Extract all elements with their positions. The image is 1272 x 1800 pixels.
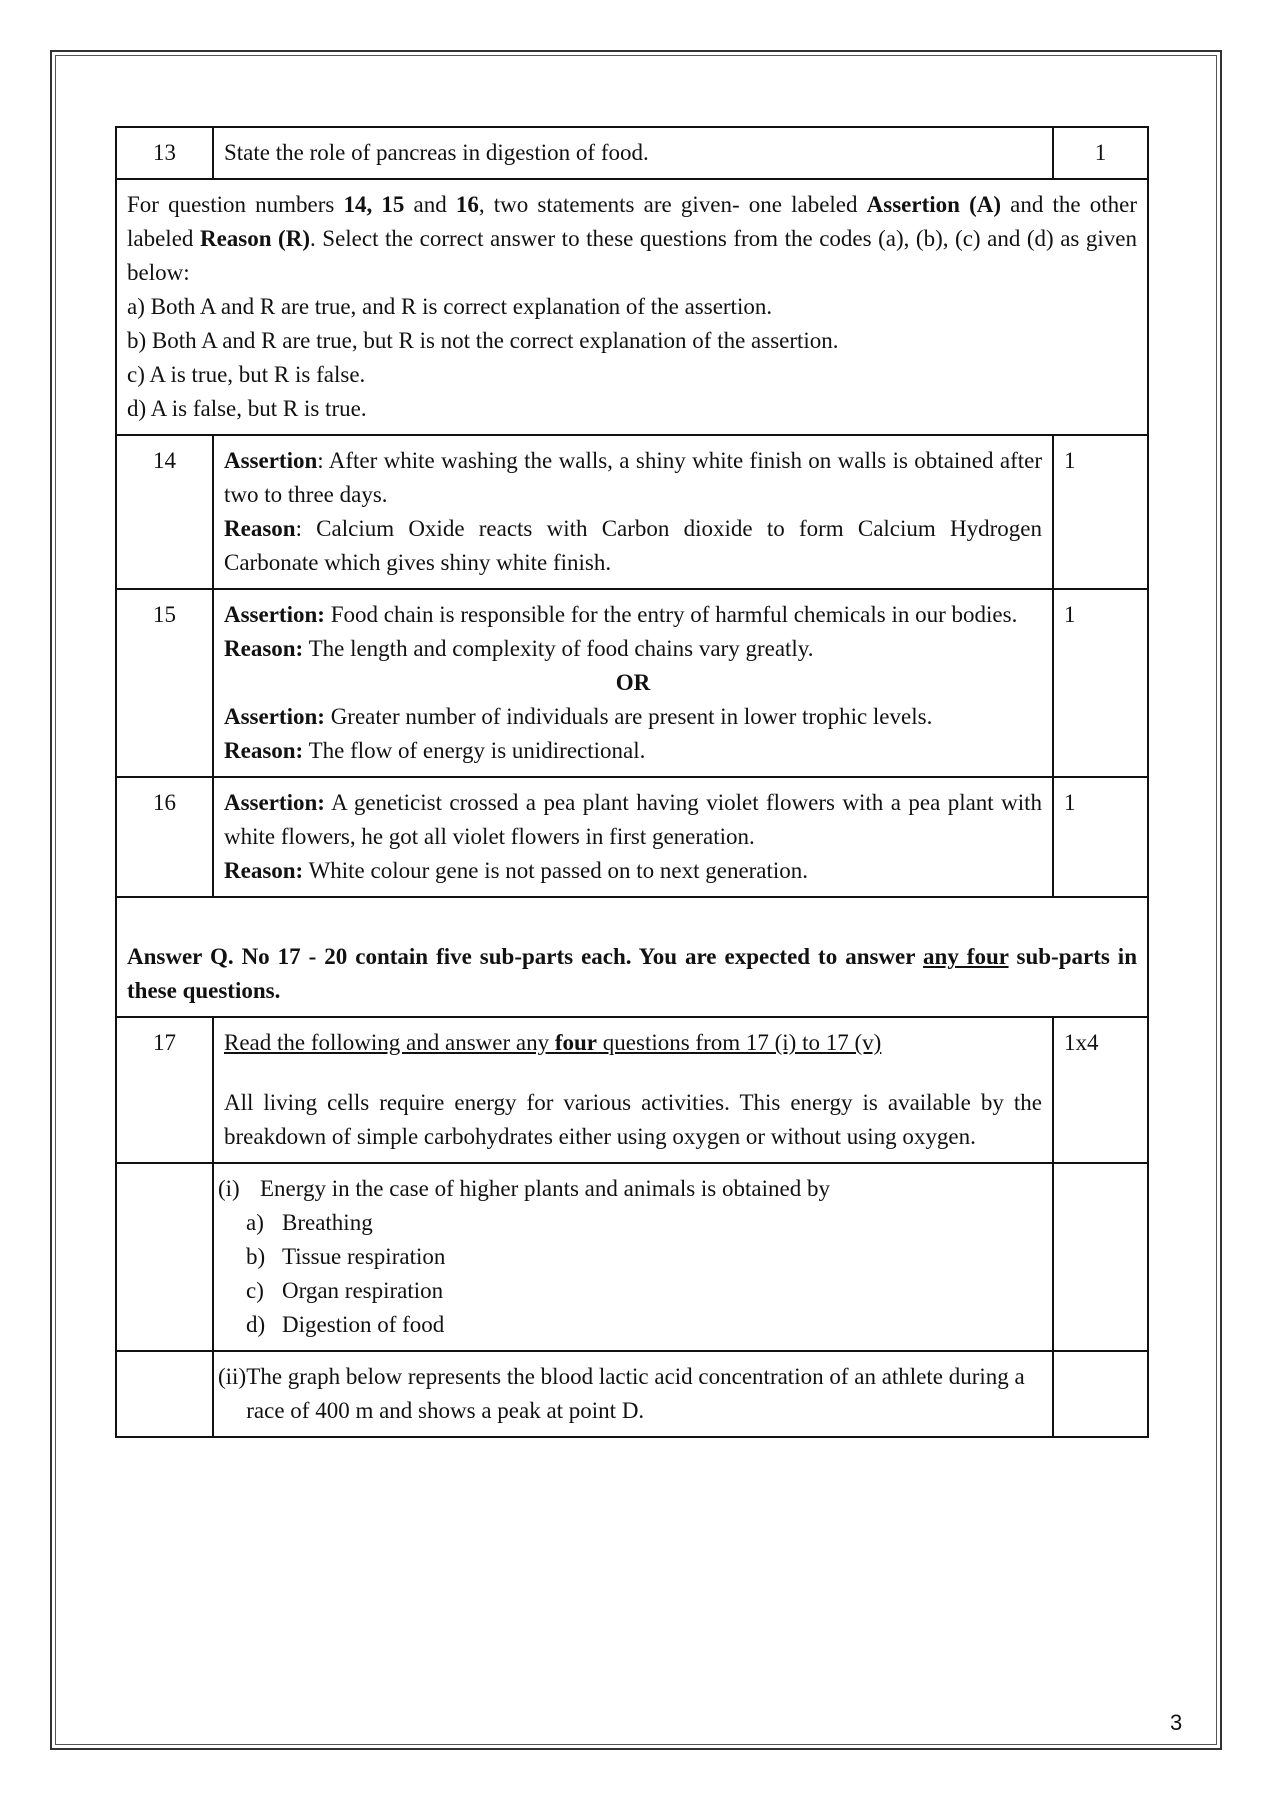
question-number: 17 (116, 1017, 213, 1163)
reason: Reason: Calcium Oxide reacts with Carbon dioxide to form Calcium Hydrogen Carbonate which gives shiny white finish. (224, 516, 1042, 575)
question-number: 13 (116, 127, 213, 179)
or-divider: OR (615, 670, 651, 695)
question-row-17 (116, 1017, 1148, 1163)
code-option-a: a) Both A and R are true, and R is correct explanation of the assertion. (127, 294, 773, 319)
question-text: State the role of pancreas in digestion of food. (213, 127, 1053, 179)
marks: 1 (1053, 435, 1148, 589)
option-b: b) Tissue respiration (246, 1244, 446, 1269)
code-option-c: c) A is true, but R is false. (127, 362, 366, 387)
question-row-13 (116, 127, 1148, 179)
code-option-d: d) A is false, but R is true. (127, 396, 367, 421)
spacer (224, 1060, 1042, 1086)
option-d: d) Digestion of food (246, 1312, 445, 1337)
reason: Reason: White colour gene is not passed on to next generation. (224, 858, 809, 883)
question-number: 14 (116, 435, 213, 589)
assertion: Assertion: Food chain is responsible for the entry of harmful chemicals in our bodies. (224, 602, 1018, 627)
reason: Reason: The length and complexity of food chains vary greatly. (224, 636, 814, 661)
marks: 1 (1053, 127, 1148, 179)
page-number: 3 (1170, 1710, 1183, 1735)
assertion: Assertion: After white washing the walls, a shiny white finish on walls is obtained after two to three days. (224, 448, 1042, 507)
assertion-alternate: Assertion: Greater number of individuals are present in lower trophic levels. (224, 704, 933, 729)
section-instruction-row (116, 897, 1148, 1017)
code-option-b: b) Both A and R are true, but R is not the correct explanation of the assertion. (127, 328, 839, 353)
marks: 1 (1053, 777, 1148, 897)
question-table (115, 126, 1149, 1438)
case-study-heading: Read the following and answer any four questions from 17 (i) to 17 (v) (224, 1030, 882, 1055)
assertion-reason-instructions (116, 179, 1148, 435)
option-a: a) Breathing (246, 1210, 373, 1235)
question-row-16 (116, 777, 1148, 897)
option-c: c) Organ respiration (246, 1278, 444, 1303)
marks: 1 (1053, 589, 1148, 777)
section-instruction: Answer Q. No 17 - 20 contain five sub-parts each. You are expected to answer any four sub-parts in these questions. (127, 944, 1137, 1003)
sub-question-text: (ii) The graph below represents the blood lactic acid concentration of an athlete during a race of 400 m and shows a peak at point D. (218, 1364, 1025, 1423)
instruction-paragraph: For question numbers 14, 15 and 16, two statements are given- one labeled Assertion (A) and the other labeled Reason (R). Select the correct answer to these questions from the codes (a), (b), (c) and (d) as given below: (127, 192, 1137, 285)
marks: 1x4 (1053, 1017, 1148, 1163)
case-study-passage: All living cells require energy for various activities. This energy is available by the breakdown of simple carbohydrates either using oxygen or without using oxygen. (224, 1090, 1042, 1149)
sub-question-row-17-i (116, 1163, 1148, 1351)
question-number: 15 (116, 589, 213, 777)
question-row-15 (116, 589, 1148, 777)
sub-question-row-17-ii (116, 1351, 1148, 1437)
question-number: 16 (116, 777, 213, 897)
question-row-14 (116, 435, 1148, 589)
assertion: Assertion: A geneticist crossed a pea plant having violet flowers with a pea plant with white flowers, he got all violet flowers in first generation. (224, 790, 1042, 849)
sub-question-text: (i) Energy in the case of higher plants and animals is obtained by (218, 1176, 830, 1201)
reason-alternate: Reason: The flow of energy is unidirectional. (224, 738, 646, 763)
